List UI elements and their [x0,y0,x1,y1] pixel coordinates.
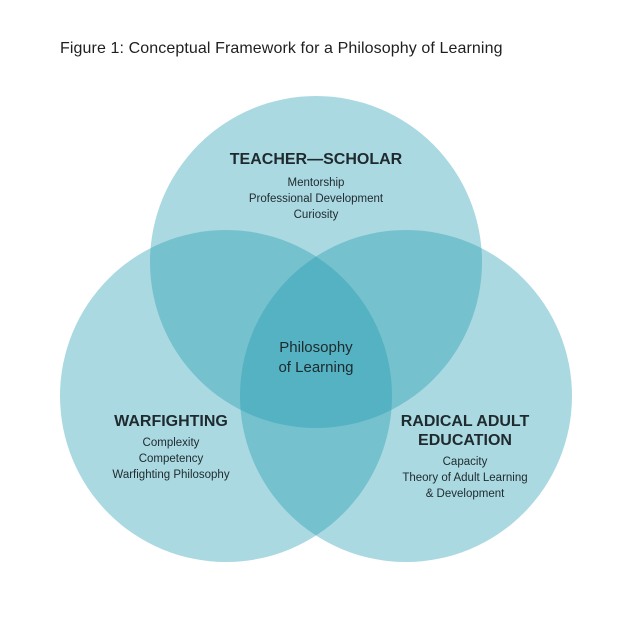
radical-adult-education-heading: RADICAL ADULT [400,413,530,430]
teacher-scholar-heading: TEACHER—SCHOLAR [229,151,403,168]
teacher-scholar-item: Curiosity [293,209,339,221]
radical-adult-education-heading: EDUCATION [418,432,512,449]
center-label-line: Philosophy [279,339,353,356]
warfighting-item: Complexity [142,437,200,449]
figure-title: Figure 1: Conceptual Framework for a Philosophy of Learning [60,40,503,57]
warfighting-item: Warfighting Philosophy [112,469,230,481]
radical-adult-education-item: Capacity [442,456,488,468]
warfighting-heading: WARFIGHTING [114,413,228,430]
teacher-scholar-item: Professional Development [248,193,384,205]
circle-radical-adult-education [240,230,572,562]
warfighting-item: Competency [138,453,204,465]
radical-adult-education-item: Theory of Adult Learning [402,472,528,484]
center-label-line: of Learning [278,359,354,376]
radical-adult-education-item: & Development [425,488,505,500]
teacher-scholar-item: Mentorship [287,177,345,189]
